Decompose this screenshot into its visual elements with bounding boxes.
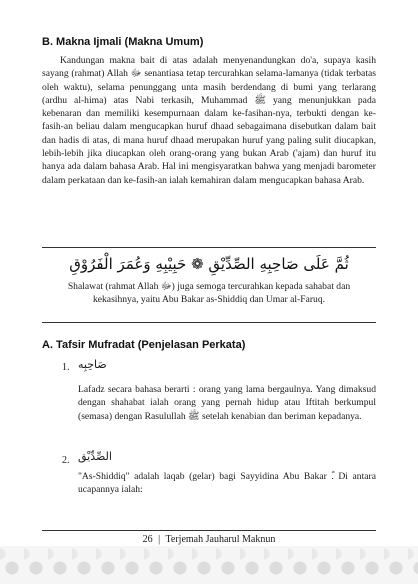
item-1-arabic-term: صَاحِبِه — [78, 358, 107, 371]
page-number: 26 — [142, 534, 153, 545]
footer-rule — [42, 530, 376, 531]
book-title: Terjemah Jauharul Maknun — [165, 534, 276, 545]
page-footer — [42, 534, 376, 545]
item-2-number: 2. — [62, 455, 70, 466]
decorative-footer-pattern — [0, 546, 418, 584]
item-1-number: 1. — [62, 362, 70, 373]
verse-bottom-rule — [42, 322, 376, 323]
item-2-arabic-term: الصِّدِّيْق — [78, 450, 112, 463]
section-b-heading: B. Makna Ijmali (Makna Umum) — [42, 36, 204, 48]
section-b-paragraph: Kandungan makna bait di atas adalah menyenandungkan do'a, supaya kasih sayang (rahmat) Allah ﷻ senantiasa tetap tercurahkan selama-lamanya (tidak terbatas oleh waktu), selama penunggang unta masih berdendang di bumi yang terlarang (ardhu al-hima) atas Nabi terkasih, Muhammad ﷺ yang menunjukkan pada kebenaran dan memiliki kesempurnaan dalam ke-fasihan-nya, terbukti dengan ke-fasih-an beliau dalam mengucapkan huruf dhaad sebagaimana disebutkan dalam bait dan hadis di atas, di mana huruf dhaad merupakan huruf yang paling sulit diucapkan, lebih-lebih jika diucapkan oleh orang-orang yang bukan Arab ('ajam) dan huruf itu hanya ada dalam bahasa Arab. Hal ini mengisyaratkan bahwa yang menjadi barometer dalam perkataan dan ke-fasih-an ialah kemahiran dalam mengucapkan bahasa Arab. — [42, 55, 376, 186]
verse-translation: Shalawat (rahmat Allah ﷻ) juga semoga tercurahkan kepada sahabat dan kekasihnya, yaitu Abu Bakar as-Shiddiq dan Umar al-Faruq. — [67, 281, 351, 305]
verse-arabic: ثُمَّ عَلَى صَاحِبِهِ الصِّدِّيْقِ ❁ حَبِيْبِهِ وَعُمَرَ الْفَرُوْقِ — [69, 255, 349, 273]
section-a-heading: A. Tafsir Mufradat (Penjelasan Perkata) — [42, 339, 246, 351]
item-1-text: Lafadz secara bahasa berarti : orang yang lama bergaulnya. Yang dimaksud dengan shahabat ialah orang yang pernah hidup atau Iftitah berkumpul (semasa) dengan Rasulullah ﷺ setelah kenabian dan beriman kepadanya. — [78, 384, 376, 422]
item-2-text: "As-Shiddiq" adalah laqab (gelar) bagi Sayyidina Abu Bakar ؓ. Di antara ucapannya ialah: — [78, 471, 376, 496]
verse-top-rule — [42, 247, 376, 248]
footer-separator: | — [158, 534, 161, 545]
